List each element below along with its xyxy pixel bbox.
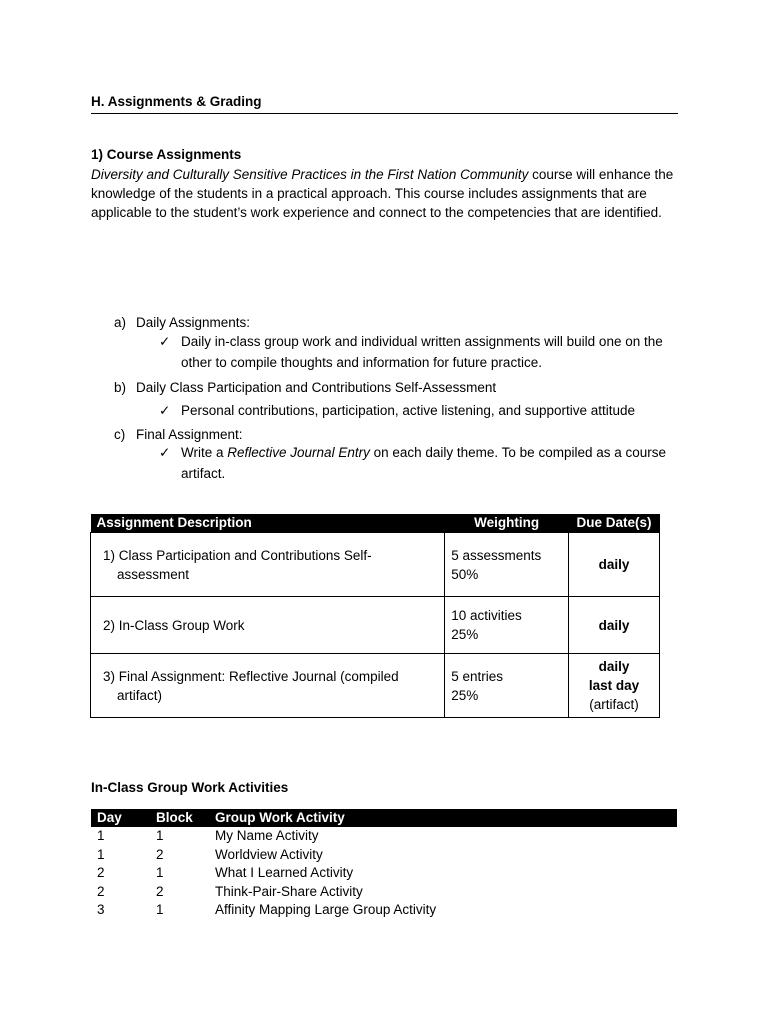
grading-table-header (91, 514, 660, 533)
cell-block: 2 (156, 883, 164, 899)
check-text-c-post: on each daily theme. To be compiled as a course artifact. (181, 445, 667, 481)
course-assignments-heading: 1) Course Assignments (91, 147, 242, 162)
row-due-date: daily (569, 597, 660, 654)
header-assignment-description: Assignment Description (91, 514, 445, 533)
list-label-a: Daily Assignments: (136, 315, 251, 330)
check-text-b: Personal contributions, participation, active listening, and supportive attitude (181, 403, 636, 418)
header-block: Block (150, 809, 209, 827)
course-intro-text: course will enhance the knowledge of the students in a practical approach. This course includes assignments that are applicable to the student’s work experience and connect to the competencies that are identified. (91, 167, 674, 220)
cell-activity: Worldview Activity (215, 846, 323, 862)
table-row (91, 901, 677, 920)
table-row (91, 597, 660, 654)
list-item-a (114, 313, 250, 332)
checkmark-icon: ✓ (159, 445, 171, 460)
cell-block: 1 (156, 902, 164, 917)
checkmark-icon: ✓ (159, 334, 171, 349)
cell-day: 2 (97, 883, 105, 899)
check-item-a (159, 331, 679, 373)
row-description: 3) Final Assignment: Reflective Journal (compiled artifact) (91, 654, 445, 718)
cell-day: 3 (97, 902, 105, 917)
table-row (91, 827, 677, 846)
table-row (91, 533, 660, 597)
row-description: 1) Class Participation and Contributions Self-assessment (91, 533, 445, 597)
check-item-b (159, 400, 679, 421)
row-weighting: 5 assessments 50% (445, 533, 569, 597)
cell-block: 1 (156, 828, 164, 843)
cell-activity: My Name Activity (215, 828, 319, 843)
list-marker-b: b) (114, 380, 127, 395)
course-title-italic: Diversity and Culturally Sensitive Practices in the First Nation Community (91, 167, 529, 182)
list-marker-c: c) (114, 427, 126, 442)
cell-block: 2 (156, 846, 164, 862)
row-due-date: daily (569, 533, 660, 597)
cell-day: 1 (97, 828, 105, 843)
row-weighting: 10 activities 25% (445, 597, 569, 654)
cell-activity: What I Learned Activity (215, 865, 354, 880)
row-weighting: 5 entries 25% (445, 654, 569, 718)
check-text-a: Daily in-class group work and individual written assignments will build one on the other to compile thoughts and information for future practice. (181, 334, 663, 370)
table-row (91, 846, 677, 865)
header-due-dates: Due Date(s) (569, 514, 660, 533)
cell-day: 1 (97, 846, 105, 862)
list-label-c: Final Assignment: (136, 427, 243, 442)
check-text-c-pre: Write a (181, 445, 228, 460)
table-row (91, 654, 660, 718)
checkmark-icon: ✓ (159, 403, 171, 418)
list-marker-a: a) (114, 315, 127, 330)
table-row (91, 883, 677, 902)
table-row (91, 864, 677, 883)
section-heading: H. Assignments & Grading (91, 94, 678, 114)
check-text-c (159, 442, 679, 484)
activities-heading: In-Class Group Work Activities (91, 780, 289, 795)
activities-table-header (91, 809, 677, 827)
row-due-date: daily last day (artifact) (569, 654, 660, 718)
cell-block: 1 (156, 865, 164, 880)
cell-day: 2 (97, 865, 105, 880)
grading-table (90, 514, 660, 718)
check-item-c (159, 442, 679, 484)
list-label-b: Daily Class Participation and Contributions Self-Assessment (136, 380, 497, 395)
cell-activity: Affinity Mapping Large Group Activity (215, 902, 437, 917)
row-description: 2) In-Class Group Work (91, 597, 445, 654)
header-weighting: Weighting (445, 514, 569, 533)
cell-activity: Think-Pair-Share Activity (215, 883, 363, 899)
course-intro-paragraph (91, 165, 681, 222)
header-day: Day (91, 809, 150, 827)
check-text-c-italic: Reflective Journal Entry (227, 445, 370, 460)
list-item-b (114, 378, 496, 397)
header-group-work-activity: Group Work Activity (209, 809, 677, 827)
activities-table (91, 809, 677, 920)
